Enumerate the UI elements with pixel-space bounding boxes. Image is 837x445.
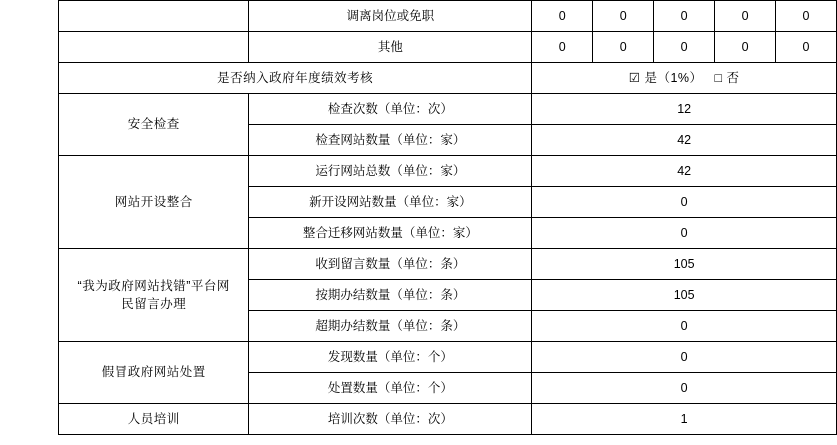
value-cell: 0 <box>532 218 837 249</box>
item-label: 按期办结数量（单位：条） <box>249 280 532 311</box>
category-staff-training: 人员培训 <box>59 404 249 435</box>
number-cell: 0 <box>715 32 776 63</box>
table-row <box>59 1 837 32</box>
number-cell: 0 <box>593 1 654 32</box>
item-label: 其他 <box>249 32 532 63</box>
checkbox-no[interactable]: □ 否 <box>714 70 740 85</box>
number-cell: 0 <box>654 32 715 63</box>
checkbox-yes[interactable]: ☑ 是（1%） <box>628 70 703 85</box>
number-cell: 0 <box>532 1 593 32</box>
number-cell: 0 <box>715 1 776 32</box>
item-label: 检查次数（单位：次） <box>249 94 532 125</box>
table-row <box>59 249 837 280</box>
category-error-report-platform <box>59 249 249 342</box>
number-cell: 0 <box>776 32 837 63</box>
item-label: 是否纳入政府年度绩效考核 <box>59 63 532 94</box>
table-row <box>59 404 837 435</box>
item-label: 发现数量（单位：个） <box>249 342 532 373</box>
item-label: 运行网站总数（单位：家） <box>249 156 532 187</box>
category-fake-site-handling: 假冒政府网站处置 <box>59 342 249 404</box>
category-line-2: 民留言办理 <box>121 297 187 311</box>
item-label: 超期办结数量（单位：条） <box>249 311 532 342</box>
category-cell-empty <box>59 1 249 32</box>
value-cell: 42 <box>532 125 837 156</box>
annual-report-table <box>58 0 837 435</box>
item-label: 整合迁移网站数量（单位：家） <box>249 218 532 249</box>
item-label: 培训次数（单位：次） <box>249 404 532 435</box>
table-row <box>59 342 837 373</box>
item-label: 处置数量（单位：个） <box>249 373 532 404</box>
number-cell: 0 <box>776 1 837 32</box>
value-cell: 0 <box>532 187 837 218</box>
value-cell: 0 <box>532 373 837 404</box>
item-label: 新开设网站数量（单位：家） <box>249 187 532 218</box>
item-label: 检查网站数量（单位：家） <box>249 125 532 156</box>
value-cell: 0 <box>532 342 837 373</box>
table-row <box>59 156 837 187</box>
table-row <box>59 63 837 94</box>
value-cell: 105 <box>532 249 837 280</box>
item-label: 收到留言数量（单位：条） <box>249 249 532 280</box>
category-safety-inspection: 安全检查 <box>59 94 249 156</box>
value-cell: 0 <box>532 311 837 342</box>
category-site-setup-integration: 网站开设整合 <box>59 156 249 249</box>
value-cell: 42 <box>532 156 837 187</box>
category-line-1: “我为政府网站找错”平台网 <box>77 278 230 293</box>
category-cell-empty <box>59 32 249 63</box>
table-row <box>59 94 837 125</box>
item-label: 调离岗位或免职 <box>249 1 532 32</box>
table-row <box>59 32 837 63</box>
number-cell: 0 <box>654 1 715 32</box>
value-cell: 1 <box>532 404 837 435</box>
value-cell: 12 <box>532 94 837 125</box>
number-cell: 0 <box>532 32 593 63</box>
performance-check-options <box>532 63 837 94</box>
number-cell: 0 <box>593 32 654 63</box>
value-cell: 105 <box>532 280 837 311</box>
